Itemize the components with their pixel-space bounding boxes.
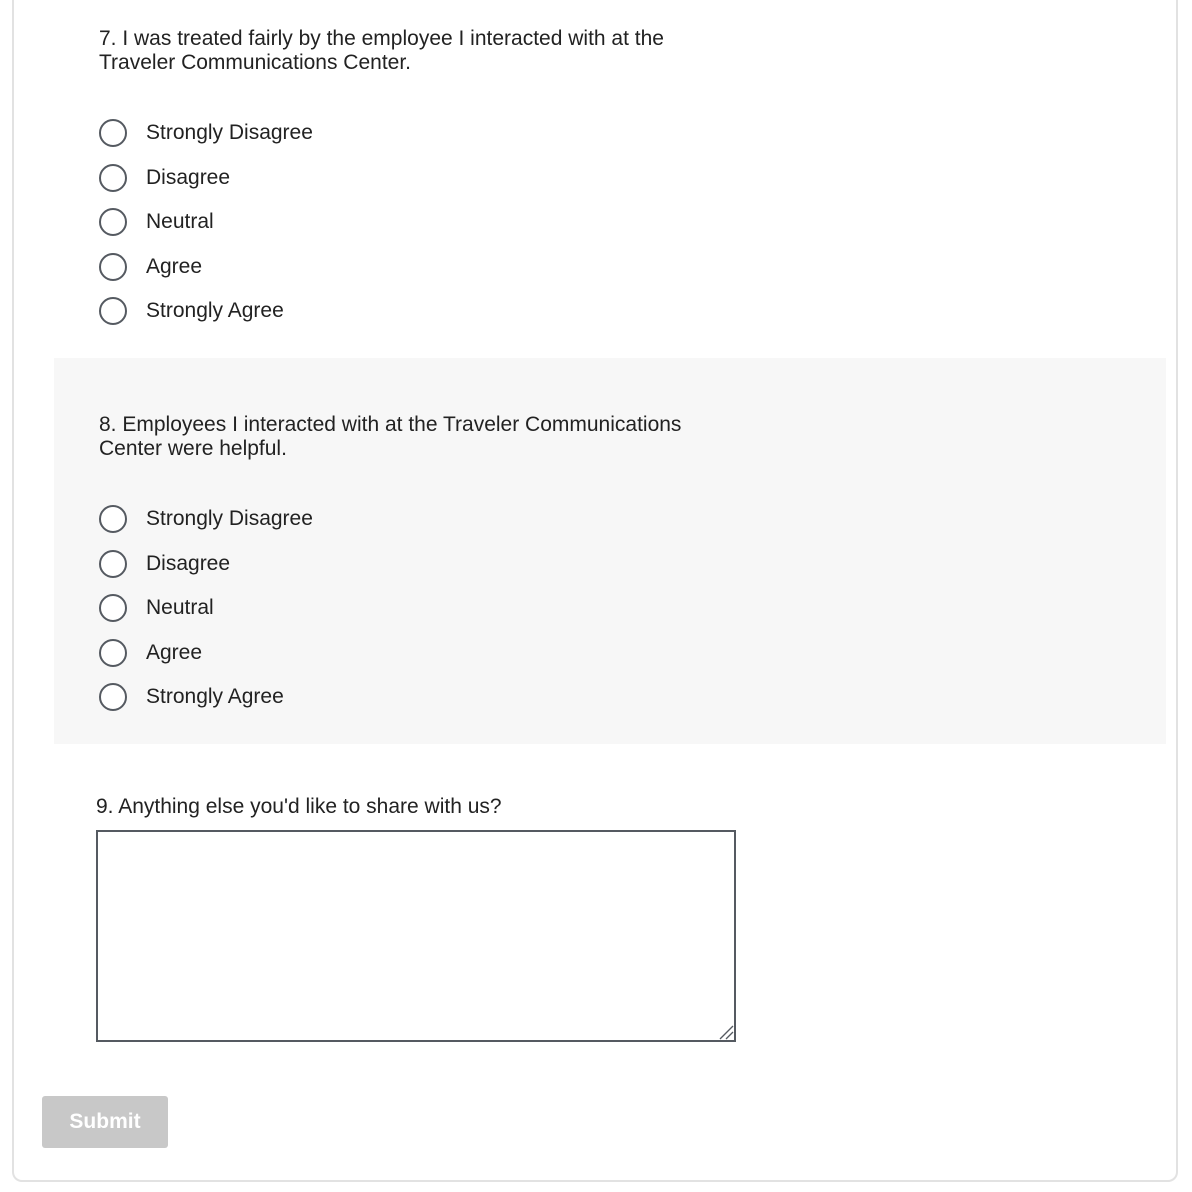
q8-option-neutral[interactable]: [99, 586, 313, 631]
q8-option-label: Neutral: [146, 596, 214, 620]
q8-option-label: Strongly Disagree: [146, 507, 313, 531]
q7-option-agree[interactable]: [99, 245, 313, 290]
q8-option-strongly-disagree[interactable]: [99, 497, 313, 542]
q7-radio-agree[interactable]: [99, 253, 127, 281]
q8-radio-strongly-disagree[interactable]: [99, 505, 127, 533]
resize-handle-icon[interactable]: [716, 1022, 734, 1040]
q8-radio-disagree[interactable]: [99, 550, 127, 578]
question-9: [54, 744, 1166, 1064]
q7-option-neutral[interactable]: [99, 200, 313, 245]
q7-radio-neutral[interactable]: [99, 208, 127, 236]
q8-option-disagree[interactable]: [99, 542, 313, 587]
survey-form: [12, 0, 1178, 1182]
q8-radio-neutral[interactable]: [99, 594, 127, 622]
q8-option-label: Disagree: [146, 551, 231, 575]
q7-radio-strongly-agree[interactable]: [99, 297, 127, 325]
q7-option-label: Agree: [146, 254, 203, 278]
q7-option-label: Neutral: [146, 210, 214, 234]
q8-option-agree[interactable]: [99, 631, 313, 676]
q7-option-label: Strongly Agree: [146, 299, 284, 323]
q7-option-strongly-agree[interactable]: [99, 289, 313, 334]
q8-radio-agree[interactable]: [99, 639, 127, 667]
q8-radio-strongly-agree[interactable]: [99, 683, 127, 711]
q7-option-label: Disagree: [146, 165, 231, 189]
comments-textarea[interactable]: [96, 830, 736, 1042]
q7-radio-strongly-disagree[interactable]: [99, 119, 127, 147]
question-8-title: 8. Employees I interacted with at the Traveler Communications Center were helpful.: [99, 413, 682, 460]
question-7-title: 7. I was treated fairly by the employee I interacted with at the Traveler Communications Center.: [99, 27, 664, 74]
question-8-options: [99, 497, 313, 720]
q7-radio-disagree[interactable]: [99, 164, 127, 192]
question-7: [54, 0, 1166, 358]
question-9-title: 9. Anything else you'd like to share with us?: [96, 795, 502, 818]
q8-option-strongly-agree[interactable]: [99, 675, 313, 720]
q7-option-strongly-disagree[interactable]: [99, 111, 313, 156]
submit-button[interactable]: Submit: [42, 1096, 168, 1148]
question-7-options: [99, 111, 313, 334]
q8-option-label: Agree: [146, 640, 203, 664]
q7-option-label: Strongly Disagree: [146, 121, 313, 145]
question-8: [54, 358, 1166, 744]
q8-option-label: Strongly Agree: [146, 685, 284, 709]
q7-option-disagree[interactable]: [99, 156, 313, 201]
